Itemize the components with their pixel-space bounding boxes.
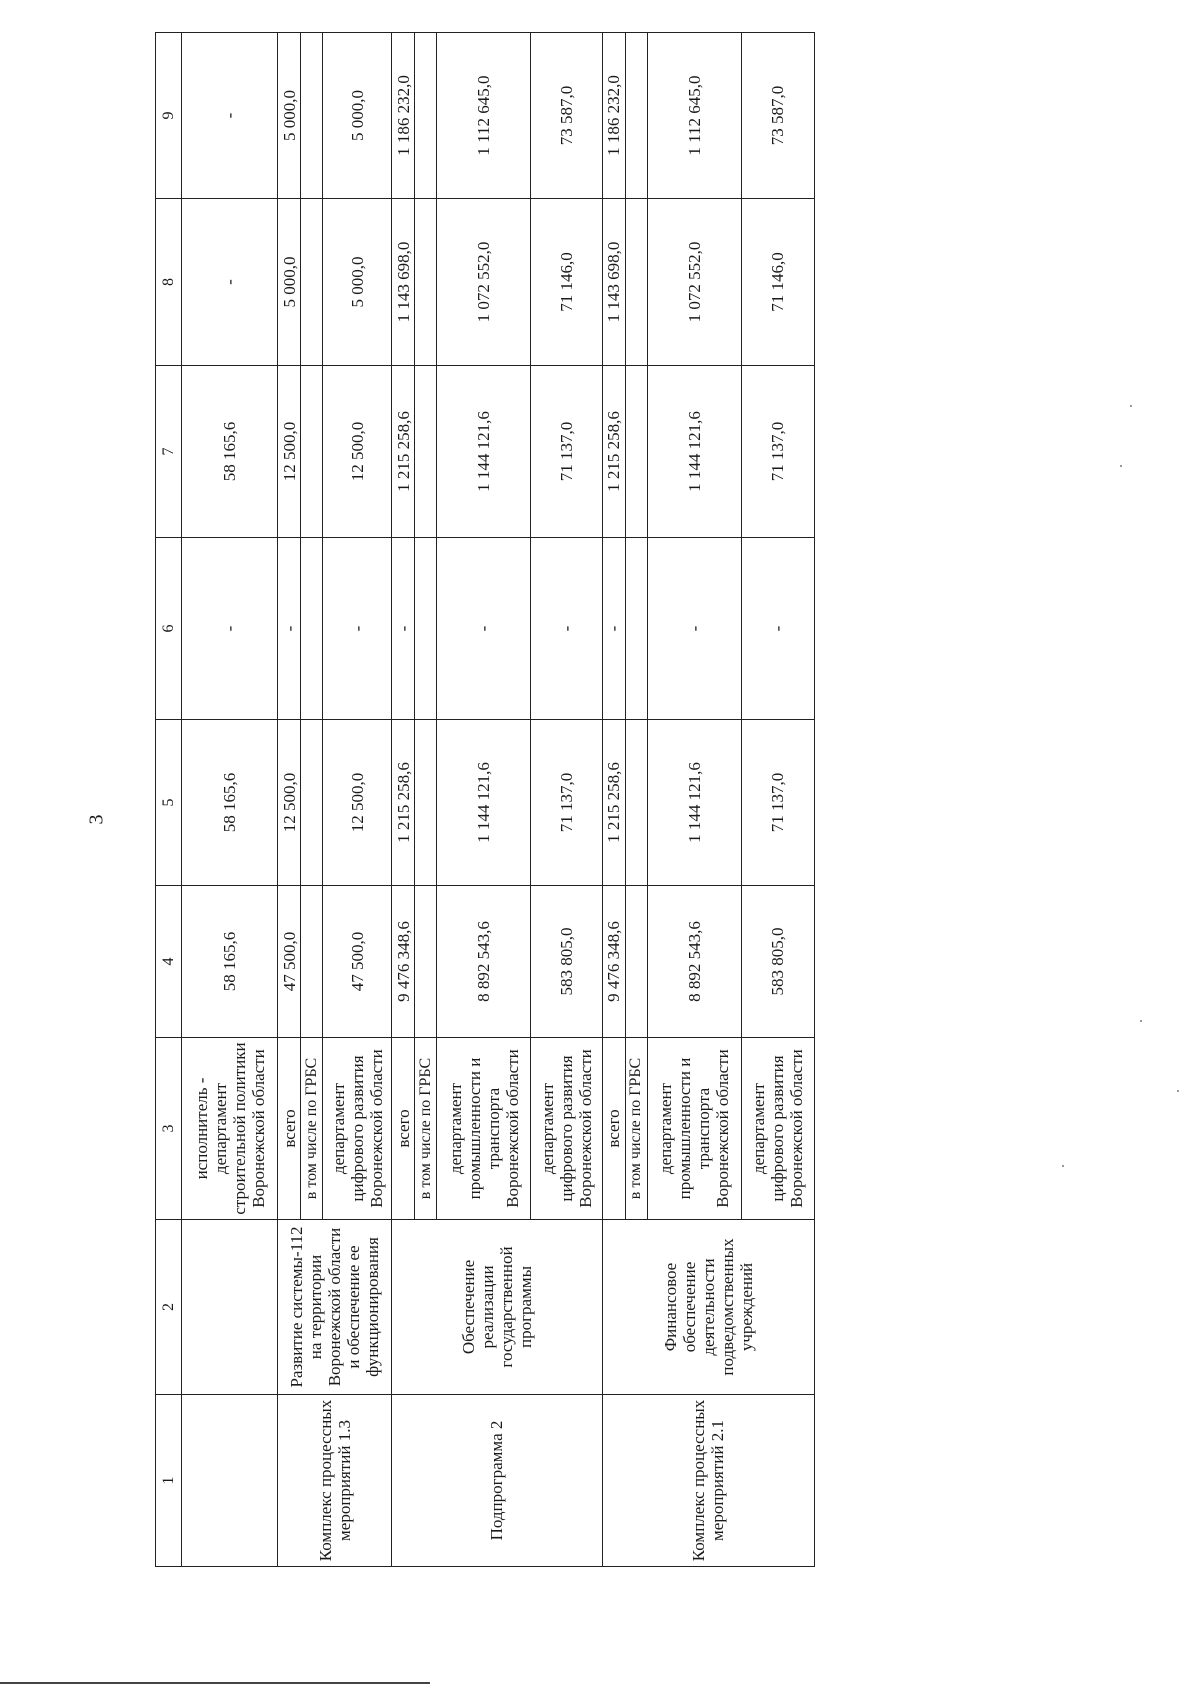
- scan-speck: [1177, 1090, 1179, 1092]
- cell-total: 8 892 543,6: [647, 886, 741, 1038]
- column-number: 7: [156, 366, 182, 538]
- cell-value: 71 146,0: [741, 199, 814, 366]
- column-number-row: [156, 33, 182, 1567]
- cell-value: 1 215 258,6: [392, 366, 415, 538]
- column-number: 6: [156, 538, 182, 720]
- cell-value: 73 587,0: [741, 33, 814, 199]
- cell-executor: в том числе по ГРБС: [301, 1038, 323, 1220]
- cell-value: 12 500,0: [323, 720, 392, 886]
- scan-speck: [1120, 465, 1122, 467]
- cell-executor: всего: [392, 1038, 415, 1220]
- cell-program-title: Развитие системы-112 на территории Воронежской области и обеспечение ее функционирования: [278, 1220, 392, 1395]
- scan-edge-line: [0, 1682, 430, 1684]
- cell-executor: исполнитель - департамент строительной политики Воронежской области: [182, 1038, 278, 1220]
- cell-executor: департамент промышленности и транспорта Воронежской области: [437, 1038, 531, 1220]
- cell-value: -: [323, 538, 392, 720]
- cell-value: 5 000,0: [323, 199, 392, 366]
- table-row: [392, 33, 415, 1567]
- cell-executor: департамент цифрового развития Воронежской области: [741, 1038, 814, 1220]
- cell-executor: департамент цифрового развития Воронежской области: [323, 1038, 392, 1220]
- table-row: [182, 33, 278, 1567]
- empty-cell: [415, 33, 437, 199]
- cell-value: -: [741, 538, 814, 720]
- cell-value: -: [602, 538, 625, 720]
- empty-cell: [301, 886, 323, 1038]
- empty-cell: [301, 33, 323, 199]
- column-number: 5: [156, 720, 182, 886]
- empty-cell: [415, 720, 437, 886]
- column-number: 4: [156, 886, 182, 1038]
- cell-total: 583 805,0: [741, 886, 814, 1038]
- column-number: 8: [156, 199, 182, 366]
- cell-value: 1 072 552,0: [437, 199, 531, 366]
- cell-total: 583 805,0: [531, 886, 602, 1038]
- cell-value: 58 165,6: [182, 720, 278, 886]
- empty-cell: [625, 720, 647, 886]
- cell-total: 9 476 348,6: [602, 886, 625, 1038]
- empty-cell: [301, 720, 323, 886]
- empty-cell: [301, 538, 323, 720]
- cell-value: 1 186 232,0: [602, 33, 625, 199]
- cell-value: -: [392, 538, 415, 720]
- cell-value: 71 137,0: [741, 720, 814, 886]
- cell-value: -: [182, 199, 278, 366]
- cell-value: 1 144 121,6: [647, 720, 741, 886]
- column-number: 2: [156, 1220, 182, 1395]
- cell-value: 1 072 552,0: [647, 199, 741, 366]
- cell-value: 1 215 258,6: [602, 366, 625, 538]
- cell-value: -: [437, 538, 531, 720]
- empty-cell: [625, 886, 647, 1038]
- cell-value: 5 000,0: [278, 199, 301, 366]
- cell-value: 71 137,0: [531, 366, 602, 538]
- cell-value: -: [531, 538, 602, 720]
- empty-cell: [182, 1220, 278, 1395]
- cell-value: 1 143 698,0: [602, 199, 625, 366]
- scan-speck: [1062, 1165, 1064, 1167]
- budget-table: [155, 32, 815, 1567]
- cell-value: 73 587,0: [531, 33, 602, 199]
- empty-cell: [625, 366, 647, 538]
- cell-total: 47 500,0: [323, 886, 392, 1038]
- column-number: 1: [156, 1395, 182, 1567]
- cell-executor: в том числе по ГРБС: [625, 1038, 647, 1220]
- scan-speck: [1140, 1020, 1142, 1022]
- cell-total: 9 476 348,6: [392, 886, 415, 1038]
- cell-executor: всего: [278, 1038, 301, 1220]
- cell-value: 1 215 258,6: [602, 720, 625, 886]
- page-number: 3: [85, 814, 108, 825]
- cell-program-name: Комплекс процессных мероприятий 2.1: [602, 1395, 814, 1567]
- empty-cell: [301, 199, 323, 366]
- cell-value: 12 500,0: [278, 720, 301, 886]
- empty-cell: [301, 366, 323, 538]
- cell-value: 58 165,6: [182, 366, 278, 538]
- cell-value: 71 146,0: [531, 199, 602, 366]
- cell-value: -: [647, 538, 741, 720]
- cell-value: 5 000,0: [323, 33, 392, 199]
- empty-cell: [625, 33, 647, 199]
- cell-value: 5 000,0: [278, 33, 301, 199]
- table-row: [602, 33, 625, 1567]
- cell-total: 8 892 543,6: [437, 886, 531, 1038]
- cell-value: 1 144 121,6: [647, 366, 741, 538]
- cell-value: 71 137,0: [531, 720, 602, 886]
- cell-value: 1 112 645,0: [437, 33, 531, 199]
- cell-program-title: Обеспечение реализации государственной программы: [392, 1220, 602, 1395]
- column-number: 9: [156, 33, 182, 199]
- cell-executor: всего: [602, 1038, 625, 1220]
- column-number: 3: [156, 1038, 182, 1220]
- cell-value: 71 137,0: [741, 366, 814, 538]
- rotated-table-container: [155, 33, 815, 1567]
- table-row: [278, 33, 301, 1567]
- scan-speck: [1130, 405, 1132, 407]
- cell-value: -: [278, 538, 301, 720]
- empty-cell: [415, 366, 437, 538]
- empty-cell: [415, 199, 437, 366]
- cell-executor: в том числе по ГРБС: [415, 1038, 437, 1220]
- cell-value: 1 143 698,0: [392, 199, 415, 366]
- cell-value: 1 186 232,0: [392, 33, 415, 199]
- cell-value: -: [182, 538, 278, 720]
- cell-total: 47 500,0: [278, 886, 301, 1038]
- empty-cell: [625, 199, 647, 366]
- cell-value: -: [182, 33, 278, 199]
- cell-value: 12 500,0: [323, 366, 392, 538]
- cell-program-name: Комплекс процессных мероприятий 1.3: [278, 1395, 392, 1567]
- cell-value: 1 144 121,6: [437, 720, 531, 886]
- empty-cell: [415, 886, 437, 1038]
- cell-value: 1 112 645,0: [647, 33, 741, 199]
- cell-executor: департамент цифрового развития Воронежской области: [531, 1038, 602, 1220]
- empty-cell: [625, 538, 647, 720]
- empty-cell: [182, 1395, 278, 1567]
- cell-program-title: Финансовое обеспечение деятельности подведомственных учреждений: [602, 1220, 814, 1395]
- cell-value: 12 500,0: [278, 366, 301, 538]
- cell-value: 1 144 121,6: [437, 366, 531, 538]
- cell-total: 58 165,6: [182, 886, 278, 1038]
- cell-executor: департамент промышленности и транспорта Воронежской области: [647, 1038, 741, 1220]
- empty-cell: [415, 538, 437, 720]
- cell-value: 1 215 258,6: [392, 720, 415, 886]
- cell-program-name: Подпрограмма 2: [392, 1395, 602, 1567]
